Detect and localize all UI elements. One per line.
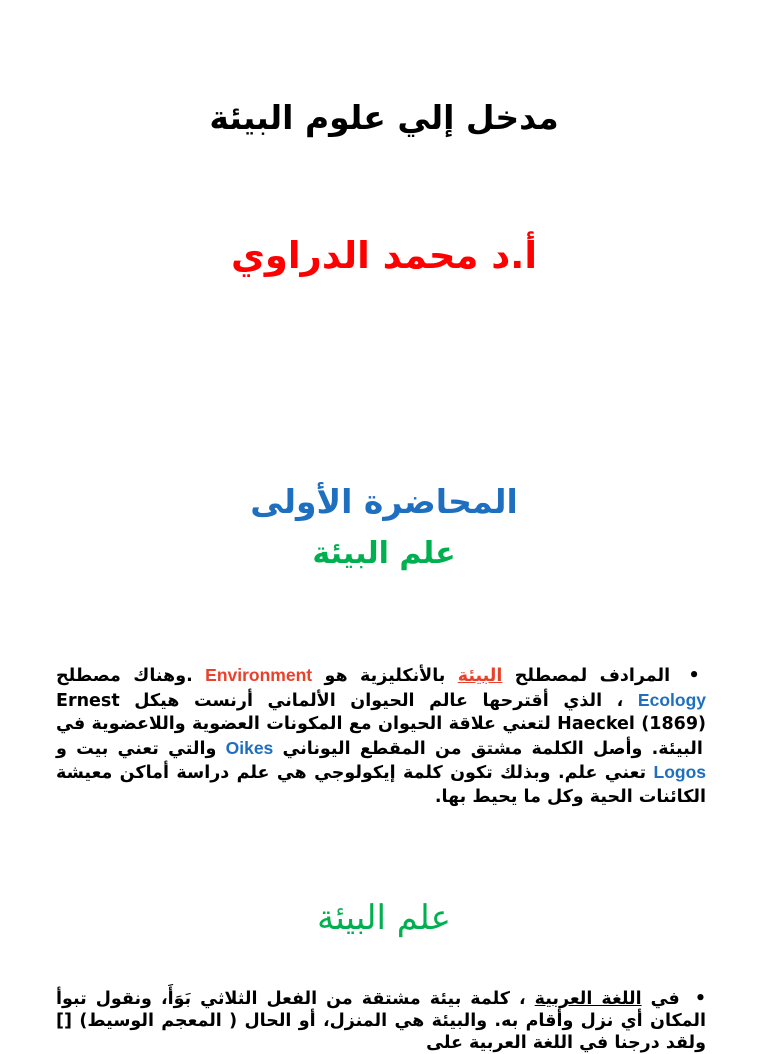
paragraph-text: والتي تعني بيت و bbox=[56, 738, 217, 759]
lecture-heading: المحاضرة الأولى bbox=[250, 482, 518, 521]
paragraph-text: .وهناك مصطلح bbox=[56, 666, 193, 686]
term-arabic-language: اللغة العربية bbox=[534, 989, 642, 1009]
paragraph-text: بالأنكليزية هو bbox=[312, 666, 446, 686]
subject-heading: علم البيئة bbox=[312, 536, 456, 571]
section-heading: علم البيئة bbox=[317, 898, 451, 938]
term-environment: Environment bbox=[205, 665, 313, 685]
term-logos: Logos bbox=[653, 762, 706, 782]
paragraph-text: المرادف لمصطلح bbox=[502, 666, 671, 686]
document-title: مدخل إلي علوم البيئة bbox=[209, 98, 559, 137]
bullet-icon: • bbox=[694, 989, 706, 1009]
term-environment-arabic: البيئة bbox=[457, 666, 503, 686]
paragraph-text: في bbox=[641, 989, 680, 1009]
paragraph-text: ، كلمة بيئة مشتقة من الفعل الثلاثي بَوَأَ، ونقول تبوأ المكان أي نزل وأقام به. والبيئة هي المنزل، أو الحال ( المعجم الوسيط) [] ولقد درجنا في اللغة العربية على bbox=[56, 989, 706, 1053]
paragraph-text: تعني علم. وبذلك تكون كلمة إيكولوجي هي علم دراسة أماكن معيشة الكائنات الحية وكل ما يحيط بها. bbox=[56, 763, 706, 807]
term-ecology: Ecology bbox=[637, 689, 706, 710]
author-name: أ.د محمد الدراوي bbox=[230, 234, 538, 277]
bullet-icon: • bbox=[688, 666, 700, 686]
paragraph-arabic-etymology bbox=[56, 988, 706, 1054]
paragraph-text: ، الذي أقترحها عالم الحيوان الألماني أرنست هيكل Ernest Haeckel (1869) لتعني علاقة الحيوان مع المكونات العضوية واللاعضوية في البيئة. وأصل الكلمة مشتق من المقطع اليوناني bbox=[56, 690, 706, 759]
paragraph-ecology-definition bbox=[56, 664, 706, 809]
term-oikes: Oikes bbox=[225, 737, 274, 758]
